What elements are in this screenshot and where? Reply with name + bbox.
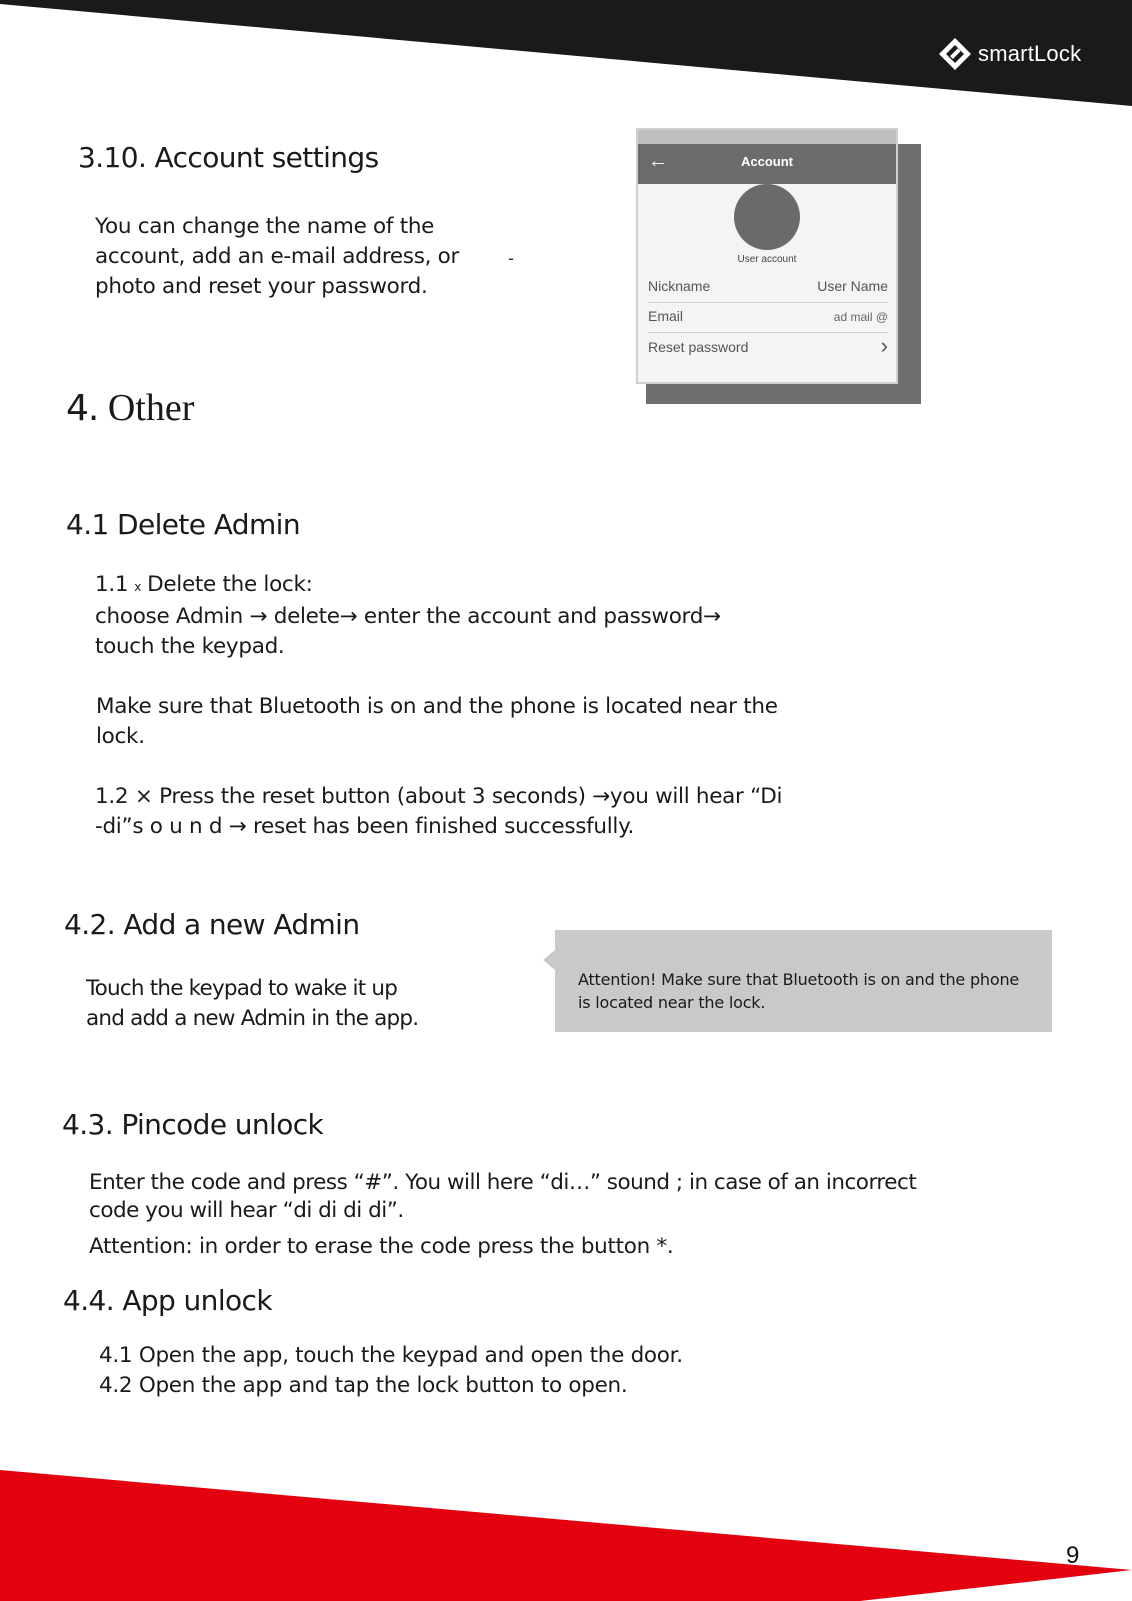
step-number: 1.1	[95, 572, 129, 597]
row-label: Reset password	[648, 339, 749, 355]
text-line: lock.	[96, 724, 145, 749]
row-label: Nickname	[648, 278, 711, 294]
brand-name: smartLock	[978, 41, 1082, 66]
nickname-row	[648, 272, 888, 303]
account-settings-text	[95, 212, 459, 302]
page-number: 9	[1066, 1542, 1080, 1569]
text-line: 1.2 × Press the reset button (about 3 seconds) →you will hear “Di	[95, 784, 783, 809]
text-line: 4.1 Open the app, touch the keypad and open the door.	[99, 1343, 683, 1368]
text-line: code you will hear “di di di di”.	[89, 1198, 404, 1223]
text-line: choose Admin → delete→ enter the account and password→	[95, 604, 721, 629]
x-mark: x	[134, 580, 142, 594]
add-admin-text	[86, 974, 418, 1034]
phone-title: Account	[741, 154, 793, 169]
phone-screenshot	[636, 128, 898, 384]
pincode-attention: Attention: in order to erase the code press the button *.	[89, 1234, 674, 1259]
other-heading-text: Other	[107, 387, 195, 429]
other-heading	[66, 386, 194, 430]
app-unlock-heading: 4.4. App unlock	[63, 1284, 272, 1317]
text-line: touch the keypad.	[95, 634, 285, 659]
account-settings-heading: 3.10. Account settings	[78, 141, 379, 174]
step1-title-line	[95, 570, 721, 602]
text-line: Touch the keypad to wake it up	[86, 976, 398, 1001]
text-line: Make sure that Bluetooth is on and the phone is located near the	[96, 694, 778, 719]
step-title: Delete the lock:	[147, 572, 313, 597]
row-value: User Name	[817, 278, 888, 294]
delete-admin-step2	[95, 782, 782, 842]
text-line: -di”s o u n d → reset has been finished successfully.	[95, 814, 634, 839]
footer-band	[0, 1460, 1132, 1601]
pincode-text	[89, 1168, 916, 1224]
smartlock-logo-icon	[938, 37, 972, 71]
avatar	[734, 184, 800, 250]
add-admin-heading: 4.2. Add a new Admin	[64, 908, 360, 941]
email-row	[648, 302, 888, 333]
pincode-heading: 4.3. Pincode unlock	[62, 1108, 324, 1141]
dash-mark: -	[508, 248, 514, 268]
text-line: photo and reset your password.	[95, 274, 428, 299]
attention-callout-text: Attention! Make sure that Bluetooth is on and the phone is located near the lock.	[578, 970, 1020, 1012]
delete-admin-heading: 4.1 Delete Admin	[66, 508, 300, 541]
text-line: 4.2 Open the app and tap the lock button to open.	[99, 1373, 628, 1398]
app-unlock-text	[99, 1341, 683, 1401]
text-line: Enter the code and press “#”. You will here “di…” sound ; in case of an incorrect	[89, 1170, 917, 1195]
callout-pointer	[543, 950, 555, 970]
other-heading-number: 4.	[66, 388, 99, 429]
text-line: You can change the name of the	[95, 214, 435, 239]
chevron-right-icon: ›	[880, 333, 888, 358]
phone-title-bar	[638, 144, 896, 184]
row-value: ad mail @	[833, 310, 888, 324]
reset-password-row	[648, 333, 888, 363]
row-label: Email	[648, 308, 684, 324]
text-line: and add a new Admin in the app.	[86, 1006, 419, 1031]
back-arrow-icon: ←	[648, 150, 668, 172]
avatar-caption: User account	[737, 254, 797, 265]
delete-admin-step1	[95, 570, 721, 662]
text-line: account, add an e-mail address, or	[95, 244, 460, 269]
brand-logo	[938, 36, 1088, 72]
bluetooth-note	[96, 692, 778, 752]
